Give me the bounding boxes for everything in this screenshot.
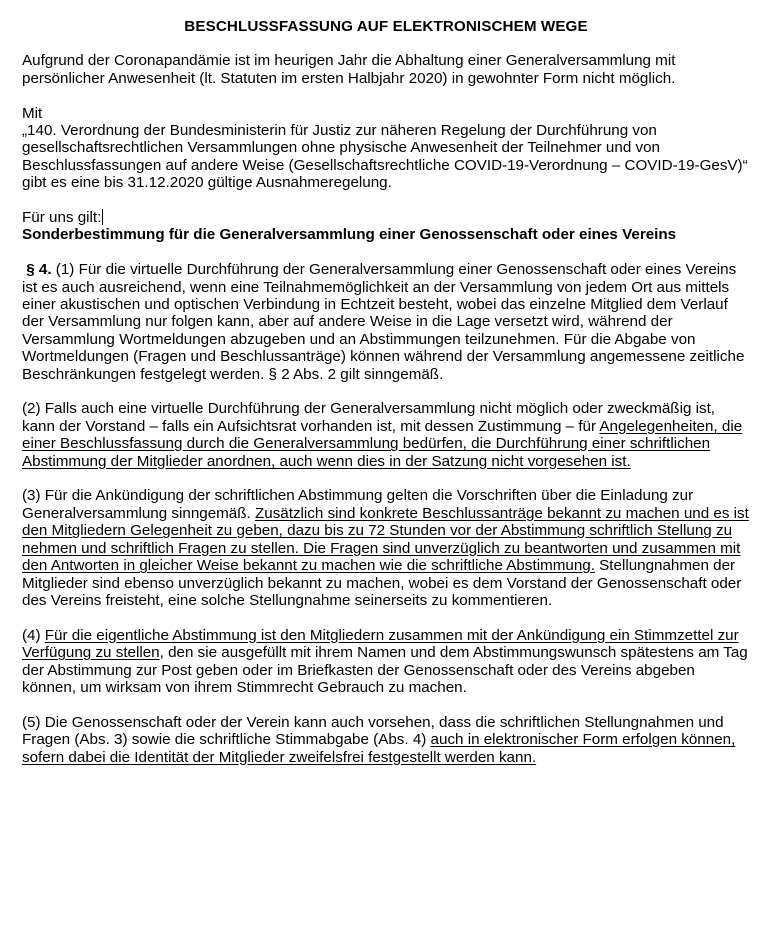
ordinance-paragraph [22, 105, 750, 192]
paragraph-2 [22, 400, 750, 470]
ordinance-quote: „140. Verordnung der Bundesministerin für Justiz zur näheren Regelung der Durchführung von gesellschaftsrechtlichen Versammlungen ohne physische Anwesenheit der Teilnehmer und von Beschlussfassungen auf andere Weise (Gesellschaftsrechtliche COVID-19-Verordnung – COVID-19-GesV)“ [22, 122, 748, 174]
special-provision-block [22, 209, 750, 244]
exception-text: gibt es eine bis 31.12.2020 gültige Ausnahmeregelung. [22, 174, 392, 192]
paragraph-4 [22, 627, 750, 697]
intro-paragraph: Aufgrund der Coronapandämie ist im heurigen Jahr die Abhaltung einer Generalversammlung mit persönlicher Anwesenheit (lt. Statuten im ersten Halbjahr 2020) in gewohnter Form nicht möglich. [22, 52, 676, 87]
paragraph-5 [22, 714, 750, 766]
paragraph-4-underlined: Für die eigentliche Abstimmung ist den Mitgliedern zusammen mit der Ankündigung ein Stimmzettel zur Verfügung zu stellen [22, 626, 739, 662]
paragraph-5-underlined: auch in elektronischer Form erfolgen können, sofern dabei die Identität der Mitglieder zweifelsfrei festgestellt werden kann. [22, 731, 736, 766]
paragraph-3-underlined: Zusätzlich sind konkrete Beschlussanträge bekannt zu machen und es ist den Mitgliedern Gelegenheit zu geben, dazu bis zu 72 Stunden vor der Abstimmung schriftlich Stellung zu nehmen und schriftlich Fragen zu stellen. Die Fragen sind unverzüglich zu beantworten und zusammen mit den Antworten in gleicher Weise bekannt zu machen wie die schriftliche Abstimmung. [22, 504, 749, 575]
mit-label: Mit [22, 104, 43, 122]
paragraph-5-text: (5) Die Genossenschaft oder der Verein kann auch vorsehen, dass die schriftlichen Stellungnahmen und Fragen (Abs. 3) sowie die schriftliche Stimmabgabe (Abs. 4) [22, 713, 724, 749]
paragraph-2-text: (2) Falls auch eine virtuelle Durchführung der Generalversammlung nicht möglich oder zweckmäßig ist, kann der Vorstand – falls ein Aufsichtsrat vorhanden ist, mit dessen Zustimmung – für [22, 400, 716, 435]
text-cursor [102, 209, 103, 225]
fuer-uns-gilt-label: Für uns gilt: [22, 209, 102, 227]
paragraph-3-text-start: (3) Für die Ankündigung der schriftlichen Abstimmung gelten die Vorschriften über die Einladung zur Generalversammlung sinngemäß. [22, 487, 694, 522]
special-provision-heading: Sonderbestimmung für die Generalversammlung einer Genossenschaft oder eines Vereins [22, 226, 677, 244]
paragraph-3-text-end: Stellungnahmen der Mitglieder sind ebenso unverzüglich bekannt zu machen, wobei es dem Vorstand der Genossenschaft oder des Vereins freisteht, eine solche Stellungnahme seinerseits zu kommentieren. [22, 557, 742, 609]
section-number: § 4. [26, 261, 52, 279]
paragraph-2-underlined: Angelegenheiten, die einer Beschlussfassung durch die Generalversammlung bedürfen, die Durchführung einer schriftlichen Abstimmung der Mitglieder anordnen, auch wenn dies in der Satzung nicht vorgesehen ist. [22, 417, 743, 470]
paragraph-1-text: (1) Für die virtuelle Durchführung der Generalversammlung einer Genossenschaft oder eines Vereins ist es auch ausreichend, wenn eine Teilnahmemöglichkeit an der Versammlung von jedem Ort aus mittels einer akustischen und optischen Verbindung in Echtzeit besteht, wobei das einzelne Mitglied dem Verlauf der Versammlung nur folgen kann, aber auf andere Weise in die Lage versetzt wird, während der Versammlung Wortmeldungen abzugeben und an Abstimmungen teilzunehmen. Für die Abgabe von Wortmeldungen (Fragen und Beschlussanträge) können während der Versammlung angemessene zeitliche Beschränkungen festgelegt werden. § 2 Abs. 2 gilt sinngemäß. [22, 261, 745, 383]
paragraph-3 [22, 487, 750, 609]
paragraph-1 [22, 261, 750, 383]
fuer-uns-gilt-line [22, 209, 750, 226]
paragraph-4-prefix: (4) [22, 626, 45, 644]
document-title: BESCHLUSSFASSUNG AUF ELEKTRONISCHEM WEGE [184, 18, 588, 35]
paragraph-4-text: , den sie ausgefüllt mit ihrem Namen und dem Abstimmungswunsch spätestens am Tag der Abstimmung zur Post geben oder im Briefkasten der Genossenschaft oder des Vereins abgeben können, um wirksam von ihrem Stimmrecht Gebrauch zu machen. [22, 644, 748, 696]
